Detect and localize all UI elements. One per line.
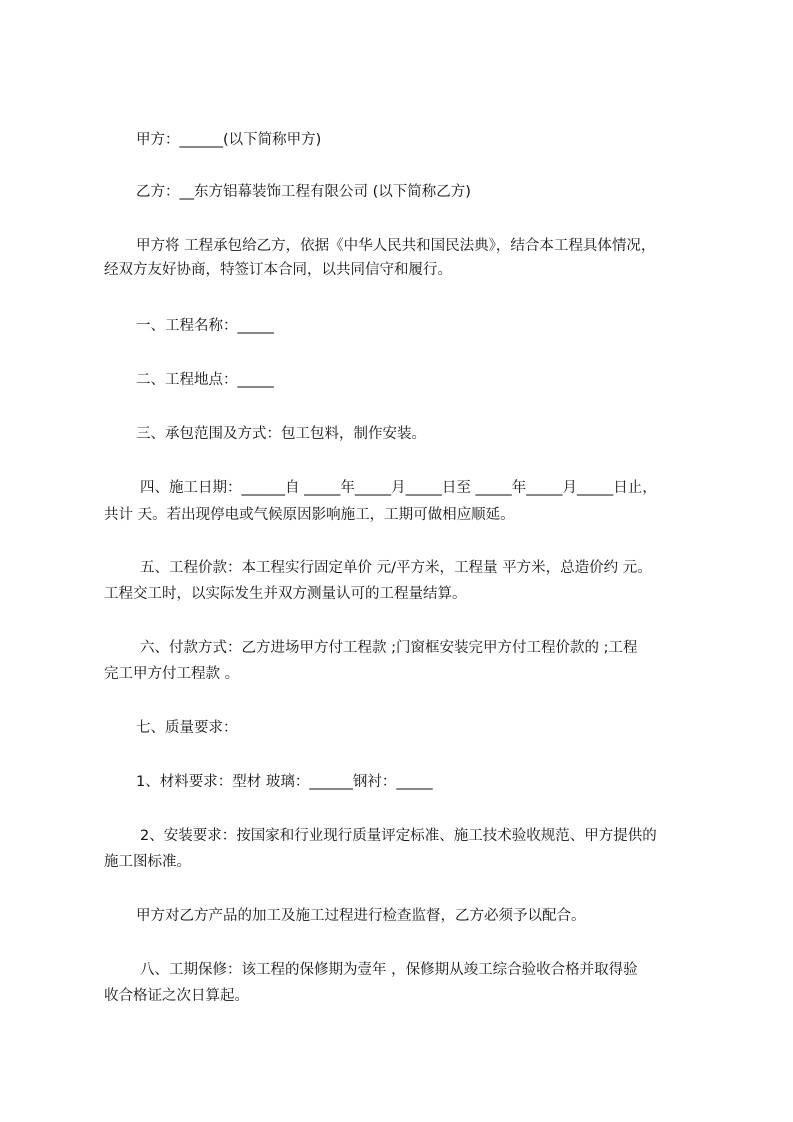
party-a-line: 甲方：______(以下简称甲方) [136, 132, 322, 148]
section-quality-requirements: 七、质量要求： [136, 720, 238, 736]
item-material-requirements: 1、材料要求：型材 玻璃：______钢衬：_____ [136, 774, 433, 790]
section-payment-method-line-2: 完工甲方付工程款 。 [104, 666, 240, 682]
section-construction-date-line-2: 共计 天。若出现停电或气候原因影响施工，工期可做相应顺延。 [104, 507, 515, 523]
party-b-line: 乙方：__东方铝幕装饰工程有限公司 (以下简称乙方) [136, 184, 471, 200]
section-project-price-line-1: 五、工程价款：本工程实行固定单价 元/平方米，工程量 平方米，总造价约 元。 [140, 560, 652, 576]
section-warranty-line-2: 收合格证之次日算起。 [104, 988, 249, 1004]
section-payment-method-line-1: 六、付款方式：乙方进场甲方付工程款 ;门窗框安装完甲方付工程价款的 ;工程 [140, 640, 638, 656]
item-installation-requirements-line-1: 2、安装要求：按国家和行业现行质量评定标准、施工技术验收规范、甲方提供的 [140, 828, 657, 844]
section-contract-scope: 三、承包范围及方式：包工包料，制作安装。 [136, 426, 426, 442]
supervision-clause: 甲方对乙方产品的加工及施工过程进行检查监督，乙方必须予以配合。 [136, 908, 586, 924]
item-installation-requirements-line-2: 施工图标准。 [104, 854, 191, 870]
section-project-price-line-2: 工程交工时，以实际发生并双方测量认可的工程量结算。 [104, 586, 467, 602]
section-warranty-line-1: 八、工期保修：该工程的保修期为壹年 ，保修期从竣工综合验收合格并取得验 [140, 962, 638, 978]
section-project-name: 一、工程名称：_____ [136, 318, 274, 334]
intro-line-1: 甲方将 工程承包给乙方，依据《中华人民共和国民法典》，结合本工程具体情况， [136, 238, 656, 254]
section-project-location: 二、工程地点：_____ [136, 372, 274, 388]
section-construction-date-line-1: 四、施工日期：______自 _____年_____月_____日至 _____年_____月_____日止， [140, 480, 657, 496]
intro-line-2: 经双方友好协商，特签订本合同，以共同信守和履行。 [104, 262, 452, 278]
